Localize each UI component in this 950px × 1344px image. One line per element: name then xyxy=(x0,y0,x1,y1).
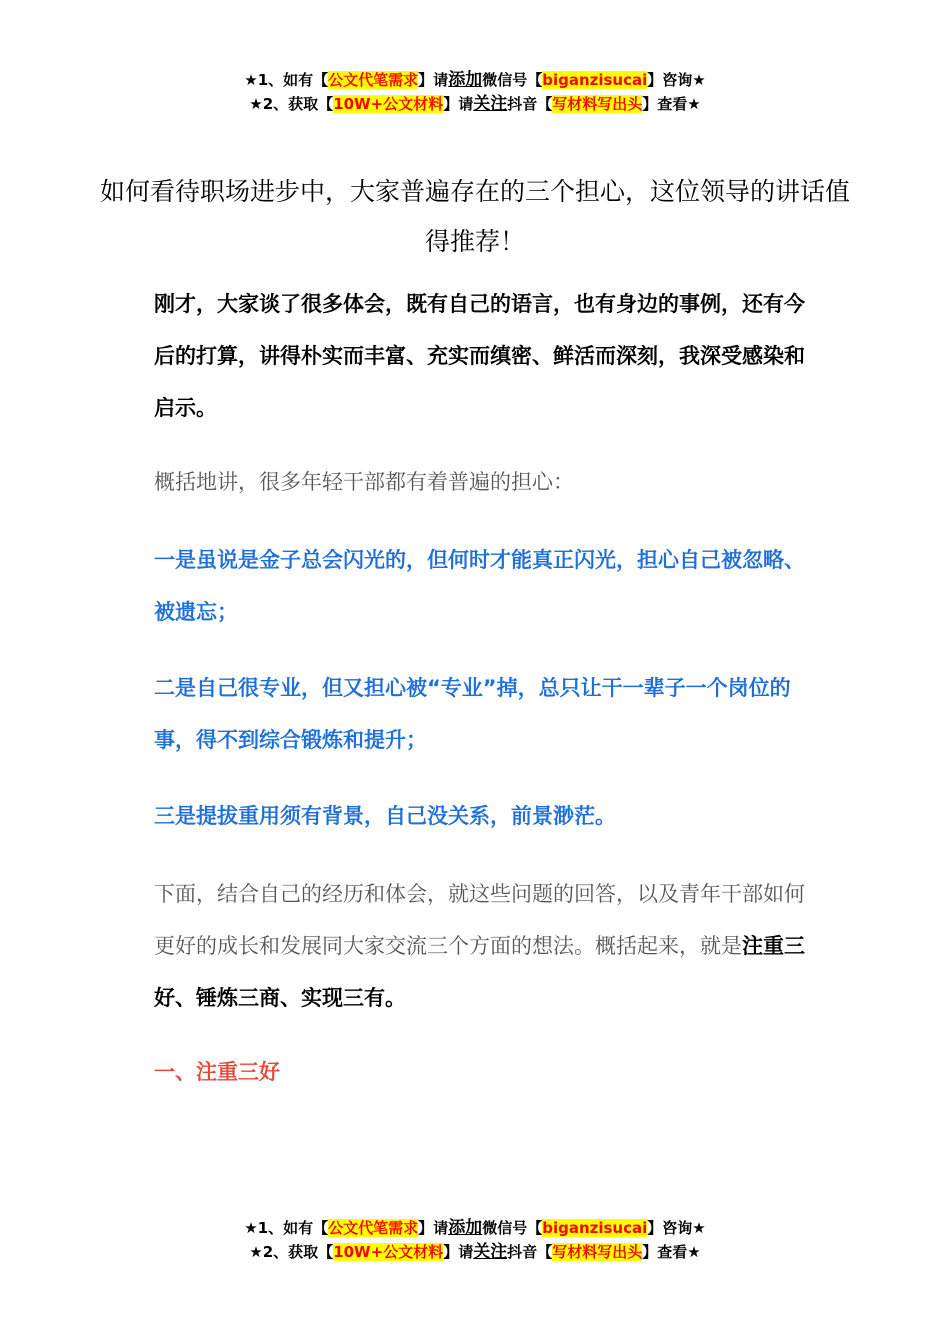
banner-line-1 xyxy=(0,1216,950,1240)
banner-line-1 xyxy=(0,68,950,92)
worry-item-3: 三是提拔重用须有背景，自己没关系，前景渺茫。 xyxy=(154,804,616,828)
banner-emphasis: 添加 xyxy=(448,70,483,90)
banner-text: 】咨询★ xyxy=(647,71,706,89)
worry-item-1: 一是虽说是金子总会闪光的，但何时才能真正闪光，担心自己被忽略、被遗忘； xyxy=(154,548,805,624)
banner-text: 微信号【 xyxy=(482,1219,543,1237)
banner-line-2 xyxy=(0,1240,950,1264)
summary-paragraph: 概括地讲，很多年轻干部都有着普遍的担心： xyxy=(154,470,574,494)
worry-item-2: 二是自己很专业，但又担心被“专业”掉，总只让干一辈子一个岗位的事，得不到综合锻炼和提升； xyxy=(154,676,791,752)
banner-text: 抖音【 xyxy=(507,95,553,113)
banner-text: ★1、如有【 xyxy=(244,1219,329,1237)
transition-text: 下面，结合自己的经历和体会，就这些问题的回答，以及青年干部如何更好的成长和发展同大家交流三个方面的想法。概括起来，就是 xyxy=(154,882,805,958)
banner-text: 】咨询★ xyxy=(647,1219,706,1237)
banner-highlight: 写材料写出头 xyxy=(552,1243,643,1261)
transition-paragraph xyxy=(154,868,814,1024)
banner-text: 】请 xyxy=(443,1243,474,1261)
banner-line-2 xyxy=(0,92,950,116)
banner-text: ★2、获取【 xyxy=(249,1243,334,1261)
transition-keywords: 注重三好、锤炼三商、实现三有 xyxy=(154,934,805,1010)
intro-paragraph: 刚才，大家谈了很多体会，既有自己的语言，也有身边的事例，还有今后的打算，讲得朴实而丰富、充实而缜密、鲜活而深刻，我深受感染和启示。 xyxy=(154,292,805,420)
banner-text: 】请 xyxy=(418,1219,449,1237)
footer-banner xyxy=(0,1216,950,1264)
header-banner xyxy=(0,68,950,116)
banner-highlight: 写材料写出头 xyxy=(552,95,643,113)
document-title: 如何看待职场进步中，大家普遍存在的三个担心，这位领导的讲话值得推荐！ xyxy=(100,176,851,256)
banner-highlight: 公文代笔需求 xyxy=(328,71,419,89)
banner-emphasis: 添加 xyxy=(448,1218,483,1238)
banner-highlight: 10W+公文材料 xyxy=(333,1243,444,1261)
banner-text: 】查看★ xyxy=(642,1243,701,1261)
banner-highlight: 10W+公文材料 xyxy=(333,95,444,113)
banner-text: 】请 xyxy=(443,95,474,113)
banner-text: ★1、如有【 xyxy=(244,71,329,89)
banner-text: 】查看★ xyxy=(642,95,701,113)
banner-highlight: biganzisucai xyxy=(542,1219,648,1237)
section-heading-1: 一、注重三好 xyxy=(154,1060,280,1084)
banner-text: ★2、获取【 xyxy=(249,95,334,113)
banner-emphasis: 关注 xyxy=(473,1242,508,1262)
transition-text-end: 。 xyxy=(385,986,406,1010)
banner-text: 】请 xyxy=(418,71,449,89)
banner-highlight: 公文代笔需求 xyxy=(328,1219,419,1237)
banner-text: 抖音【 xyxy=(507,1243,553,1261)
banner-highlight: biganzisucai xyxy=(542,71,648,89)
banner-text: 微信号【 xyxy=(482,71,543,89)
banner-emphasis: 关注 xyxy=(473,94,508,114)
